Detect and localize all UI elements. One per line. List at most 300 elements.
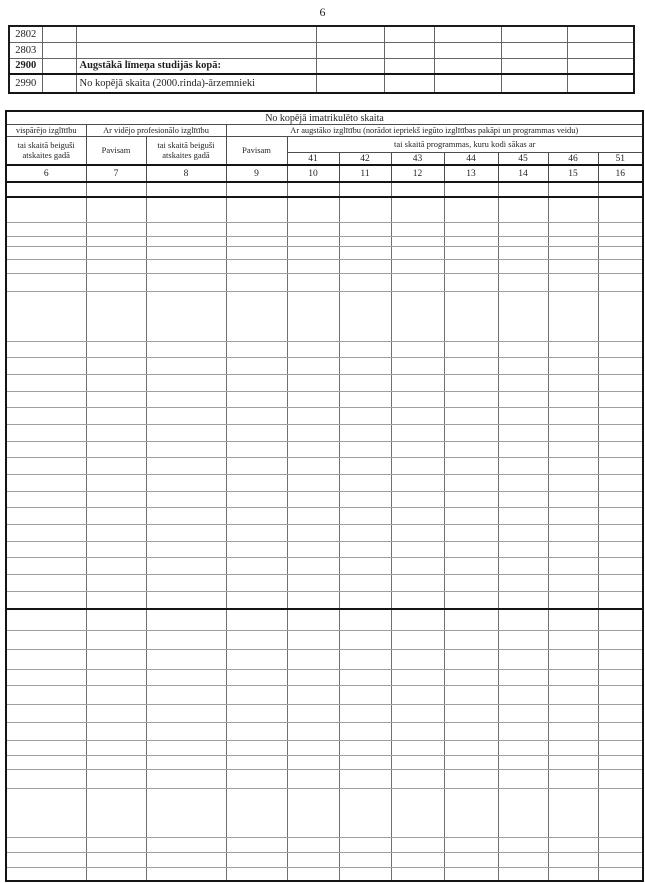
t2-body-cell [498, 222, 548, 236]
t2-body-cell [391, 740, 444, 755]
t2-body-cell [444, 852, 498, 867]
program-code-header: 43 [391, 153, 444, 166]
t2-body-cell [6, 591, 86, 609]
t2-body-cell [226, 867, 287, 881]
t2-body-cell [6, 524, 86, 541]
t2-body-cell [498, 669, 548, 685]
t2-body-cell [287, 259, 339, 273]
t1-data-cell [567, 74, 634, 93]
t2-body-cell [287, 852, 339, 867]
t2-body-cell [86, 574, 146, 591]
t2-body-cell [444, 740, 498, 755]
t2-body-cell [498, 246, 548, 259]
t2-body-cell [287, 609, 339, 630]
t2-body-cell [287, 273, 339, 291]
t2-body-cell [391, 259, 444, 273]
t2-body-cell [598, 507, 643, 524]
t2-body-cell [548, 246, 598, 259]
t2-body-cell [6, 291, 86, 341]
t2-body-cell [598, 769, 643, 788]
t1-row-label-cell [76, 26, 316, 42]
t2-body-cell [548, 630, 598, 649]
t2-body-row [6, 591, 643, 609]
column-number-header: 9 [226, 165, 287, 182]
t2-body-cell [226, 630, 287, 649]
t2-body-cell [339, 424, 391, 441]
t2-body-cell [548, 685, 598, 704]
t2-body-cell [444, 867, 498, 881]
t2-body-cell [6, 755, 86, 769]
t2-body-cell [498, 557, 548, 574]
t2-body-cell [598, 669, 643, 685]
t2-body-cell [339, 524, 391, 541]
t2-body-cell [6, 867, 86, 881]
t2-body-cell [391, 755, 444, 769]
t2-body-cell [146, 722, 226, 740]
t2-body-cell [339, 441, 391, 457]
t2-body-cell [6, 391, 86, 407]
t2-body-cell [391, 541, 444, 557]
t2-body-cell [6, 197, 86, 222]
t2-body-cell [6, 182, 86, 197]
t2-body-cell [444, 341, 498, 357]
t2-body-row [6, 609, 643, 630]
t2-body-cell [548, 669, 598, 685]
t2-body-cell [444, 769, 498, 788]
t1-data-cell [434, 42, 501, 58]
t2-body-row [6, 541, 643, 557]
t2-body-cell [287, 457, 339, 474]
t2-body-cell [287, 507, 339, 524]
t2-body-cell [498, 474, 548, 491]
t2-body-cell [86, 441, 146, 457]
t2-body-cell [226, 374, 287, 391]
t2-body-cell [226, 246, 287, 259]
column-number-header: 16 [598, 165, 643, 182]
t2-body-cell [146, 669, 226, 685]
t2-body-cell [598, 407, 643, 424]
t2-body-cell [86, 685, 146, 704]
t2-body-cell [548, 391, 598, 407]
t2-body-cell [86, 236, 146, 246]
t2-body-cell [391, 222, 444, 236]
t2-body-cell [598, 755, 643, 769]
t2-body-cell [598, 837, 643, 852]
t2-body-cell [548, 867, 598, 881]
t2-body-cell [146, 357, 226, 374]
t2-body-cell [86, 457, 146, 474]
t2-body-cell [287, 441, 339, 457]
group-header-vocational-education: Ar vidējo profesionālo izglītību [86, 125, 226, 137]
t2-body-cell [146, 407, 226, 424]
t2-body-cell [339, 740, 391, 755]
t2-body-cell [6, 374, 86, 391]
t2-body-cell [598, 704, 643, 722]
t2-body-row [6, 669, 643, 685]
t2-body-row [6, 391, 643, 407]
t2-body-cell [287, 474, 339, 491]
t2-body-cell [339, 867, 391, 881]
t2-body-cell [86, 649, 146, 669]
t2-body-cell [146, 852, 226, 867]
t2-body-cell [226, 574, 287, 591]
t2-body-cell [548, 557, 598, 574]
t2-body-cell [548, 357, 598, 374]
t2-body-cell [548, 722, 598, 740]
t2-body-row [6, 457, 643, 474]
t1-data-cell [384, 58, 434, 74]
t2-body-cell [86, 852, 146, 867]
t2-body-cell [226, 609, 287, 630]
t2-body-cell [598, 867, 643, 881]
t2-body-cell [226, 524, 287, 541]
group-header-general-education: vispārējo izglītību [6, 125, 86, 137]
t2-body-cell [498, 507, 548, 524]
t2-body-cell [391, 374, 444, 391]
t2-body-cell [498, 341, 548, 357]
t2-body-row [6, 755, 643, 769]
t2-body-cell [498, 524, 548, 541]
t2-body-cell [391, 457, 444, 474]
column-number-header: 12 [391, 165, 444, 182]
t2-body-cell [391, 704, 444, 722]
t2-body-cell [339, 246, 391, 259]
t2-body-cell [498, 182, 548, 197]
t2-body-cell [498, 574, 548, 591]
t2-body-cell [498, 852, 548, 867]
sub-header-total-1: Pavisam [86, 137, 146, 166]
t2-body-cell [146, 424, 226, 441]
t2-body-cell [6, 424, 86, 441]
t2-body-cell [339, 222, 391, 236]
t2-body-cell [391, 441, 444, 457]
t2-body-cell [598, 740, 643, 755]
t2-body-cell [226, 740, 287, 755]
t2-body-cell [498, 755, 548, 769]
top-table [8, 25, 635, 94]
t2-body-cell [548, 491, 598, 507]
t1-row-code-cell: 2802 [9, 26, 42, 42]
t2-body-cell [86, 591, 146, 609]
t2-body-cell [339, 609, 391, 630]
t2-body-cell [287, 867, 339, 881]
t1-data-cell [434, 74, 501, 93]
t2-body-cell [287, 740, 339, 755]
t2-body-cell [226, 755, 287, 769]
t2-body-cell [6, 222, 86, 236]
t2-body-row [6, 291, 643, 341]
t2-body-cell [391, 246, 444, 259]
t2-body-cell [146, 755, 226, 769]
column-number-header: 11 [339, 165, 391, 182]
t2-body-cell [391, 357, 444, 374]
t2-body-cell [598, 649, 643, 669]
t2-body-cell [444, 291, 498, 341]
t2-body-cell [598, 291, 643, 341]
t2-body-cell [498, 630, 548, 649]
t2-body-cell [339, 755, 391, 769]
t2-body-cell [598, 357, 643, 374]
t2-body-cell [339, 704, 391, 722]
t1-data-cell [384, 42, 434, 58]
t2-body-row [6, 341, 643, 357]
t2-body-cell [548, 609, 598, 630]
t2-body-cell [444, 273, 498, 291]
column-number-header: 7 [86, 165, 146, 182]
t2-body-cell [391, 524, 444, 541]
t2-body-cell [391, 273, 444, 291]
t2-body-cell [498, 424, 548, 441]
t2-body-cell [598, 273, 643, 291]
t2-body-cell [598, 374, 643, 391]
t2-body-cell [86, 259, 146, 273]
t2-body-cell [548, 524, 598, 541]
t2-body-cell [391, 182, 444, 197]
t2-body-cell [548, 222, 598, 236]
t2-body-cell [498, 236, 548, 246]
t2-body-row [6, 837, 643, 852]
column-number-header: 14 [498, 165, 548, 182]
t2-body-cell [86, 374, 146, 391]
t2-body-cell [598, 424, 643, 441]
t2-body-cell [498, 722, 548, 740]
t2-body-cell [339, 574, 391, 591]
t2-body-cell [287, 182, 339, 197]
t2-body-cell [86, 222, 146, 236]
t2-body-cell [339, 391, 391, 407]
t2-body-cell [86, 424, 146, 441]
t2-body-cell [226, 341, 287, 357]
t2-body-cell [86, 507, 146, 524]
t2-body-cell [598, 341, 643, 357]
t2-body-cell [146, 685, 226, 704]
t2-body-cell [226, 591, 287, 609]
t2-body-cell [498, 740, 548, 755]
t1-data-cell [501, 74, 567, 93]
t2-body-cell [339, 769, 391, 788]
t2-body-row [6, 704, 643, 722]
t2-body-cell [86, 474, 146, 491]
t2-body-cell [146, 246, 226, 259]
t2-body-cell [548, 704, 598, 722]
sub-header-total-2: Pavisam [226, 137, 287, 166]
t2-body-cell [146, 574, 226, 591]
t1-data-cell [316, 42, 384, 58]
t2-body-row [6, 222, 643, 236]
t1-data-cell [501, 26, 567, 42]
t2-body-row [6, 259, 643, 273]
t2-body-cell [287, 769, 339, 788]
t2-body-cell [444, 541, 498, 557]
t2-body-row [6, 441, 643, 457]
t2-body-cell [339, 852, 391, 867]
t2-body-cell [86, 197, 146, 222]
t2-body-cell [226, 557, 287, 574]
t2-body-cell [146, 259, 226, 273]
t2-body-cell [146, 867, 226, 881]
t2-body-cell [339, 457, 391, 474]
t2-body-cell [391, 197, 444, 222]
t2-body-cell [226, 769, 287, 788]
t2-body-cell [391, 236, 444, 246]
t2-body-cell [287, 197, 339, 222]
t2-body-cell [498, 374, 548, 391]
t2-body-cell [226, 273, 287, 291]
t2-body-cell [339, 837, 391, 852]
t2-body-cell [548, 424, 598, 441]
t2-body-cell [548, 374, 598, 391]
t2-body-cell [598, 441, 643, 457]
t2-body-cell [86, 740, 146, 755]
t1-data-cell [567, 58, 634, 74]
column-number-header: 10 [287, 165, 339, 182]
t2-body-cell [146, 769, 226, 788]
t2-body-cell [598, 557, 643, 574]
t1-row-code-cell: 2990 [9, 74, 42, 93]
t2-body-cell [146, 507, 226, 524]
t2-body-cell [287, 424, 339, 441]
t2-body-cell [226, 424, 287, 441]
t2-body-cell [339, 197, 391, 222]
t2-body-cell [287, 357, 339, 374]
t2-body-cell [339, 649, 391, 669]
t2-body-cell [226, 441, 287, 457]
t1-data-cell [567, 26, 634, 42]
t2-body-cell [146, 441, 226, 457]
t2-body-cell [287, 246, 339, 259]
t1-data-cell [434, 26, 501, 42]
t2-body-cell [226, 685, 287, 704]
t2-body-cell [339, 591, 391, 609]
t2-body-cell [6, 630, 86, 649]
t2-body-cell [226, 541, 287, 557]
t2-body-cell [86, 867, 146, 881]
program-code-header: 42 [339, 153, 391, 166]
t2-body-cell [86, 557, 146, 574]
t2-body-cell [226, 852, 287, 867]
t2-body-cell [86, 609, 146, 630]
t2-body-cell [498, 685, 548, 704]
t2-body-row [6, 246, 643, 259]
t2-body-cell [444, 609, 498, 630]
t2-body-row [6, 685, 643, 704]
t2-body-cell [287, 704, 339, 722]
t2-body-cell [6, 441, 86, 457]
t2-body-cell [339, 541, 391, 557]
t1-data-cell [501, 58, 567, 74]
t2-body-cell [146, 740, 226, 755]
t2-body-cell [6, 837, 86, 852]
t2-body-row [6, 557, 643, 574]
t2-body-cell [498, 591, 548, 609]
t2-body-cell [498, 407, 548, 424]
t2-body-cell [226, 507, 287, 524]
bottom-table-header [6, 111, 643, 182]
t2-body-cell [598, 722, 643, 740]
t2-body-cell [498, 649, 548, 669]
t2-body-cell [146, 491, 226, 507]
t2-body-cell [339, 491, 391, 507]
t2-body-cell [6, 788, 86, 837]
t2-body-cell [598, 222, 643, 236]
t2-body-cell [287, 524, 339, 541]
t2-body-cell [444, 491, 498, 507]
t2-body-cell [444, 524, 498, 541]
t2-body-cell [548, 769, 598, 788]
t2-body-row [6, 524, 643, 541]
t2-body-cell [498, 541, 548, 557]
t2-body-cell [146, 591, 226, 609]
t2-body-cell [548, 273, 598, 291]
t2-body-row [6, 740, 643, 755]
t2-body-cell [226, 391, 287, 407]
t2-body-cell [598, 457, 643, 474]
t2-body-cell [444, 457, 498, 474]
t2-body-cell [444, 507, 498, 524]
t2-body-cell [339, 630, 391, 649]
t2-body-cell [6, 259, 86, 273]
t2-body-cell [146, 341, 226, 357]
t2-body-cell [444, 236, 498, 246]
t2-body-cell [226, 474, 287, 491]
t2-body-cell [598, 246, 643, 259]
bottom-table-body [6, 182, 643, 881]
t2-body-cell [6, 722, 86, 740]
t2-body-cell [548, 837, 598, 852]
t1-row-code-cell: 2900 [9, 58, 42, 74]
t1-row-label-cell: Augstākā līmeņa studijās kopā: [76, 58, 316, 74]
t2-body-row [6, 357, 643, 374]
t2-body-cell [391, 630, 444, 649]
t2-body-cell [6, 685, 86, 704]
t1-empty-cell [42, 26, 76, 42]
t2-body-cell [6, 769, 86, 788]
t2-body-cell [498, 441, 548, 457]
t2-body-cell [598, 197, 643, 222]
t2-body-cell [146, 222, 226, 236]
t2-body-cell [444, 407, 498, 424]
t2-body-cell [226, 236, 287, 246]
column-number-header: 6 [6, 165, 86, 182]
t2-body-cell [391, 837, 444, 852]
t2-body-cell [339, 788, 391, 837]
t2-body-cell [548, 788, 598, 837]
t2-body-cell [6, 491, 86, 507]
t2-body-cell [339, 236, 391, 246]
program-code-header: 41 [287, 153, 339, 166]
t2-body-cell [391, 574, 444, 591]
t2-body-cell [226, 259, 287, 273]
t2-body-cell [86, 273, 146, 291]
t2-body-cell [86, 524, 146, 541]
t2-body-cell [598, 574, 643, 591]
t2-body-cell [6, 740, 86, 755]
t2-body-cell [391, 769, 444, 788]
t2-body-cell [6, 704, 86, 722]
t2-body-cell [444, 788, 498, 837]
t2-body-cell [287, 291, 339, 341]
t2-body-cell [498, 837, 548, 852]
t2-body-cell [444, 197, 498, 222]
t2-body-cell [391, 407, 444, 424]
t1-empty-cell [42, 58, 76, 74]
t2-body-cell [146, 197, 226, 222]
t1-empty-cell [42, 74, 76, 93]
t2-body-cell [391, 341, 444, 357]
t2-body-cell [287, 669, 339, 685]
t2-body-cell [391, 722, 444, 740]
t2-body-cell [444, 649, 498, 669]
